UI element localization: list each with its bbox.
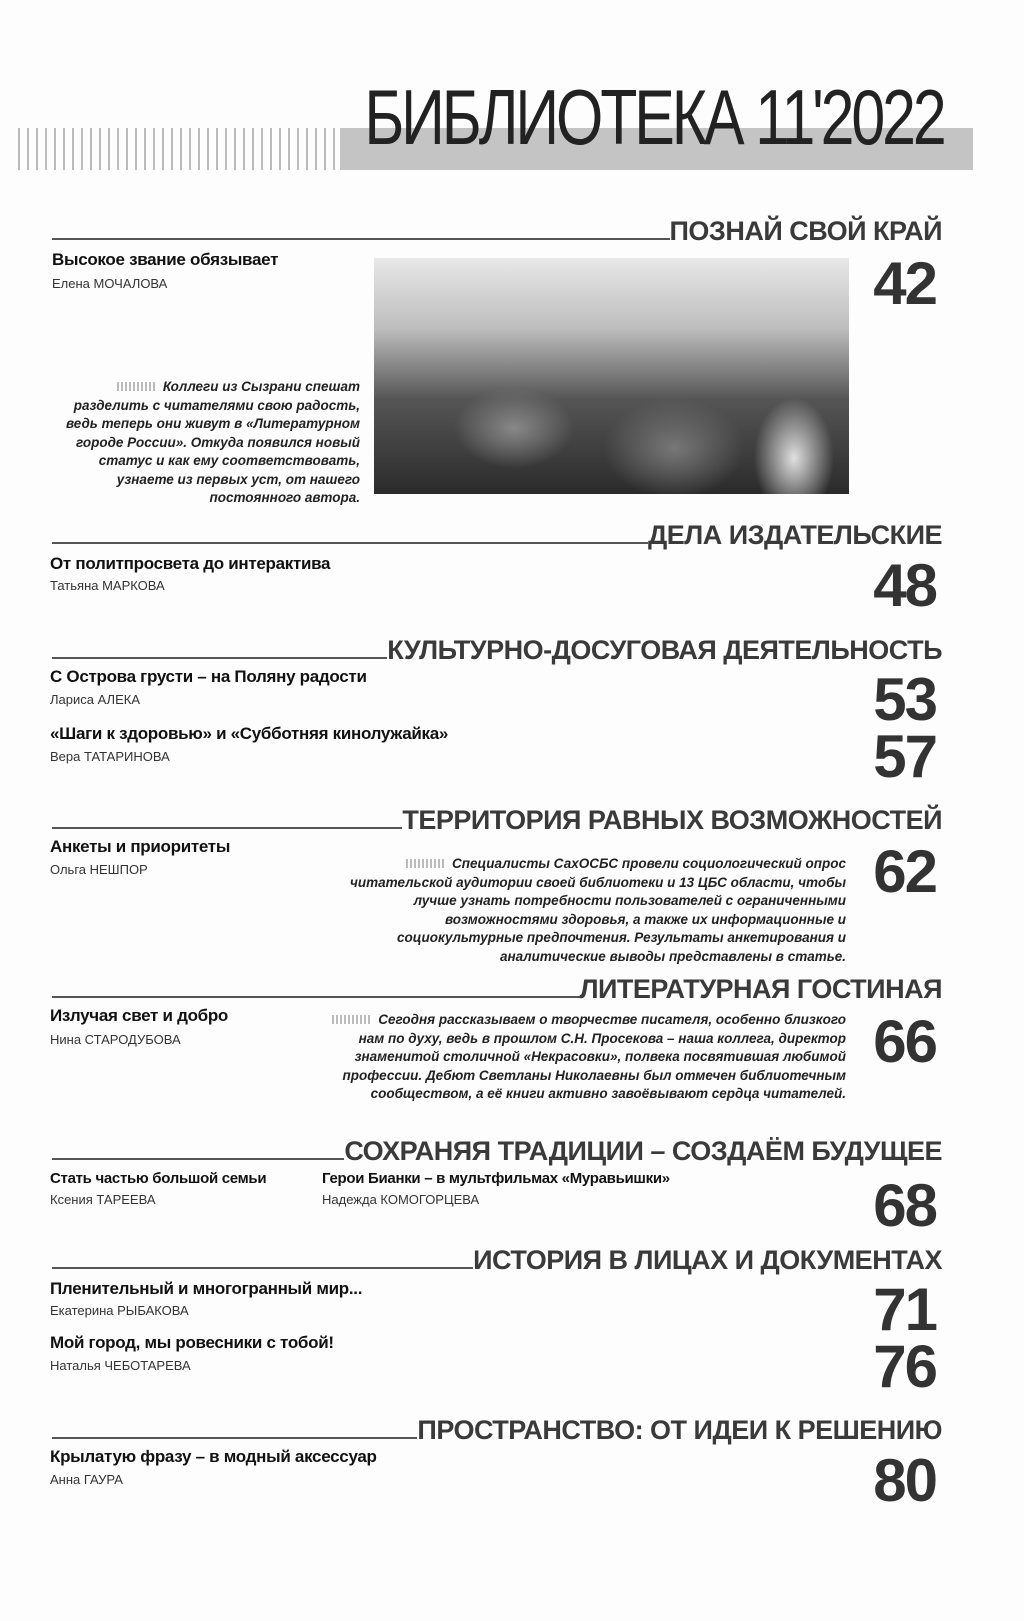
masthead-stripes — [18, 128, 348, 170]
article-title[interactable]: Крылатую фразу – в модный аксессуар — [50, 1447, 377, 1466]
page-number[interactable]: 68 — [873, 1172, 936, 1239]
stripe-marker — [332, 1015, 372, 1024]
page-number[interactable]: 80 — [873, 1447, 936, 1514]
page-number[interactable]: 42 — [873, 250, 936, 317]
article-title[interactable]: Мой город, мы ровесники с тобой! — [50, 1333, 334, 1352]
section-title: СОХРАНЯЯ ТРАДИЦИИ – СОЗДАЁМ БУДУЩЕЕ — [344, 1136, 942, 1166]
article-description — [40, 378, 360, 508]
page-number[interactable]: 76 — [873, 1333, 936, 1400]
article-author: Ольга НЕШПОР — [50, 862, 148, 877]
article-author: Екатерина РЫБАКОВА — [50, 1303, 189, 1318]
magazine-title: БИБЛИОТЕКА 11'2022 — [364, 73, 944, 161]
section-title: ПОЗНАЙ СВОЙ КРАЙ — [669, 216, 942, 246]
section-heading — [52, 1247, 942, 1274]
article-title[interactable]: Герои Бианки – в мультфильмах «Муравьишки» — [322, 1170, 670, 1187]
section-title: ИСТОРИЯ В ЛИЦАХ И ДОКУМЕНТАХ — [473, 1245, 942, 1275]
section-heading — [52, 637, 942, 664]
section-heading — [52, 976, 942, 1003]
article-title[interactable]: Стать частью большой семьи — [50, 1170, 267, 1187]
divider — [52, 996, 580, 998]
article-author: Лариса АЛЕКА — [50, 692, 140, 707]
article-title[interactable]: От политпросвета до интерактива — [50, 554, 331, 573]
article-title[interactable]: Высокое звание обязывает — [52, 250, 279, 269]
section-title: ТЕРРИТОРИЯ РАВНЫХ ВОЗМОЖНОСТЕЙ — [402, 805, 942, 835]
page-number[interactable]: 57 — [873, 723, 936, 790]
section-heading — [52, 1417, 942, 1444]
section-heading — [52, 1138, 942, 1165]
section-heading — [52, 218, 942, 245]
divider — [52, 827, 402, 829]
section-heading — [52, 807, 942, 834]
article-title[interactable]: Анкеты и приоритеты — [50, 837, 231, 856]
stripe-marker — [406, 859, 446, 868]
article-title[interactable]: «Шаги к здоровью» и «Субботняя кинолужайка» — [50, 724, 449, 743]
article-title[interactable]: С Острова грусти – на Поляну радости — [50, 667, 367, 686]
divider — [52, 657, 387, 659]
article-description — [320, 1011, 846, 1104]
divider — [52, 1158, 344, 1160]
article-title[interactable]: Пленительный и многогранный мир... — [50, 1279, 363, 1298]
page-number[interactable]: 71 — [873, 1276, 936, 1343]
article-author: Нина СТАРОДУБОВА — [50, 1032, 181, 1047]
article-photo — [374, 258, 849, 494]
article-author: Вера ТАТАРИНОВА — [50, 749, 170, 764]
article-description — [340, 855, 846, 966]
section-title: КУЛЬТУРНО-ДОСУГОВАЯ ДЕЯТЕЛЬНОСТЬ — [387, 635, 942, 665]
divider — [52, 238, 670, 240]
description-text: Сегодня рассказываем о творчестве писателя, особенно близкого нам по духу, ведь в прошлом С.Н. Просекова – наша коллега, директор знаменитой столичной «Некрасовки», полвека посвятившая любимой профессии. Дебют Светланы Николаевны был отмечен библиотечным сообществом, а её книги активно завоёвывают сердца читателей. — [342, 1012, 846, 1101]
description-text: Коллеги из Сызрани спешат разделить с читателями свою радость, ведь теперь они живут в «Литературном городе России». Откуда появился новый статус и как ему соответствовать, узнаете из первых уст, от нашего постоянного автора. — [65, 379, 360, 505]
article-author: Елена МОЧАЛОВА — [52, 276, 168, 291]
stripe-marker — [117, 382, 157, 391]
page-number[interactable]: 62 — [873, 838, 936, 905]
section-title: ЛИТЕРАТУРНАЯ ГОСТИНАЯ — [579, 974, 942, 1004]
section-title: ДЕЛА ИЗДАТЕЛЬСКИЕ — [648, 520, 942, 550]
page-number[interactable]: 53 — [873, 666, 936, 733]
section-heading — [52, 522, 942, 549]
page-number[interactable]: 48 — [873, 552, 936, 619]
divider — [52, 1437, 417, 1439]
divider — [52, 542, 648, 544]
article-author: Наталья ЧЕБОТАРЕВА — [50, 1358, 191, 1373]
section-title: ПРОСТРАНСТВО: ОТ ИДЕИ К РЕШЕНИЮ — [417, 1415, 942, 1445]
article-title[interactable]: Излучая свет и добро — [50, 1006, 229, 1025]
article-author: Ксения ТАРЕЕВА — [50, 1192, 156, 1207]
article-author: Татьяна МАРКОВА — [50, 578, 165, 593]
description-text: Специалисты СахОСБС провели социологический опрос читательской аудитории своей библиотеки и 13 ЦБС области, чтобы лучше узнать потребности пользователей с ограниченными возможностями здоровья, а также их информационные и социокультурные предпочтения. Результаты анкетирования и аналитические выводы представлены в статье. — [350, 856, 846, 964]
page-number[interactable]: 66 — [873, 1008, 936, 1075]
article-author: Анна ГАУРА — [50, 1472, 123, 1487]
divider — [52, 1267, 473, 1269]
article-author: Надежда КОМОГОРЦЕВА — [322, 1192, 480, 1207]
